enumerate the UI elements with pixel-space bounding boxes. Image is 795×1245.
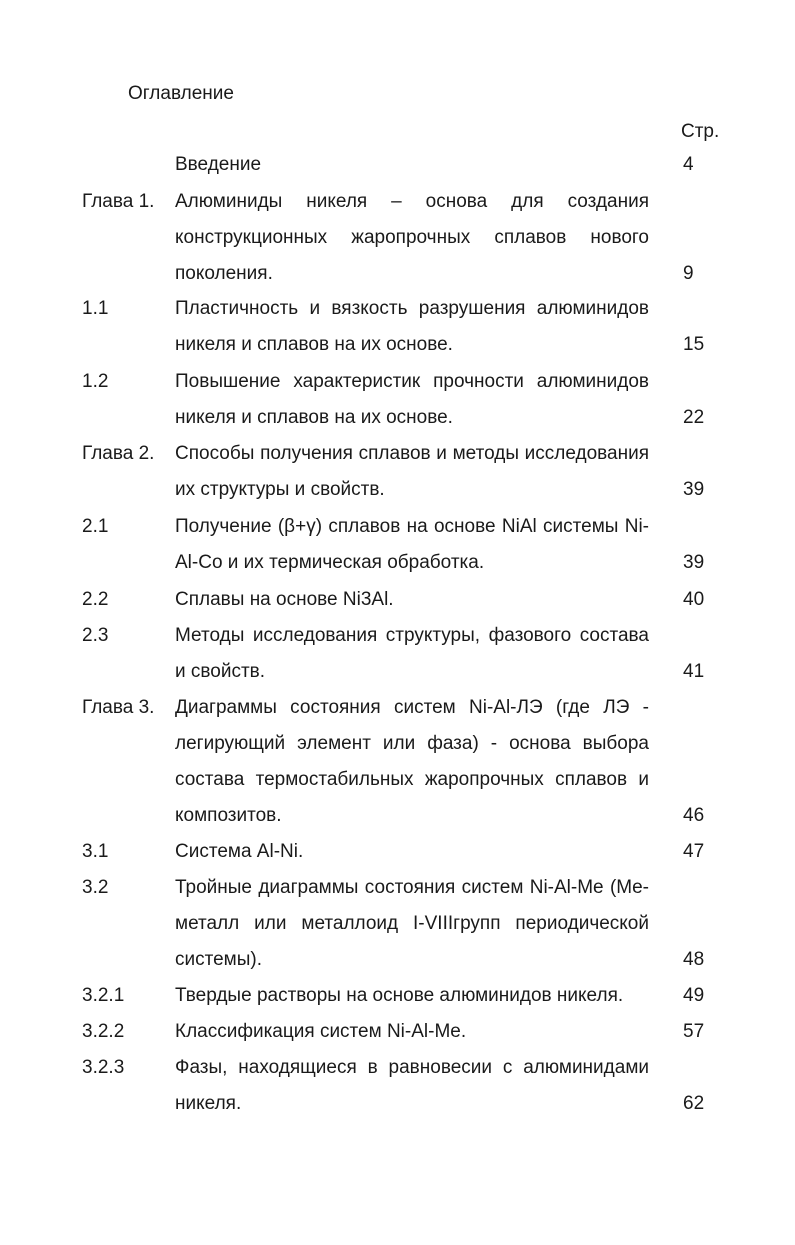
toc-entry-number: Глава 1. bbox=[82, 191, 155, 212]
toc-entry-title: Методы исследования структуры, фазового состава и свойств. bbox=[175, 625, 649, 682]
toc-entry-number: 1.2 bbox=[82, 371, 109, 392]
toc-entry-page: 4 bbox=[683, 154, 694, 175]
toc-entry-title: Способы получения сплавов и методы исследования их структуры и свойств. bbox=[175, 443, 649, 500]
toc-entry-number: 1.1 bbox=[82, 298, 109, 319]
toc-entry-title: Фазы, находящиеся в равновесии с алюминидами никеля. bbox=[175, 1057, 649, 1114]
toc-entry-title: Диаграммы состояния систем Ni-Al-ЛЭ (где ЛЭ - легирующий элемент или фаза) - основа выбора состава термостабильных жаропрочных сплавов и композитов. bbox=[175, 697, 649, 826]
toc-entry-number: 3.2.1 bbox=[82, 985, 125, 1006]
toc-entry-title: Твердые растворы на основе алюминидов никеля. bbox=[175, 985, 624, 1006]
toc-entry-page: 15 bbox=[683, 334, 705, 355]
toc-heading: Оглавление bbox=[128, 83, 234, 104]
toc-entry-page: 49 bbox=[683, 985, 705, 1006]
toc-entry-title: Алюминиды никеля – основа для создания конструкционных жаропрочных сплавов нового поколения. bbox=[175, 191, 649, 284]
toc-entry-number: 2.3 bbox=[82, 625, 109, 646]
toc-entry-number: 3.2.2 bbox=[82, 1021, 125, 1042]
toc-entry-page: 57 bbox=[683, 1021, 705, 1042]
page-column-label: Стр. bbox=[681, 121, 720, 142]
toc-entry-number: Глава 2. bbox=[82, 443, 155, 464]
toc-entry-number: 3.2 bbox=[82, 877, 109, 898]
toc-entry-page: 39 bbox=[683, 552, 705, 573]
toc-entry-page: 22 bbox=[683, 407, 705, 428]
toc-entry-title: Получение (β+γ) сплавов на основе NiAl системы Ni-Al-Co и их термическая обработка. bbox=[175, 516, 649, 573]
toc-entry-title: Сплавы на основе Ni3Al. bbox=[175, 589, 394, 610]
toc-entry-title: Классификация систем Ni-Al-Me. bbox=[175, 1021, 467, 1042]
toc-entry-number: 3.2.3 bbox=[82, 1057, 125, 1078]
toc-entry-number: 2.2 bbox=[82, 589, 109, 610]
toc-entry-title: Тройные диаграммы состояния систем Ni-Al-Me (Me-металл или металлоид I-VIIIгрупп периодической системы). bbox=[175, 877, 649, 970]
toc-entry-page: 46 bbox=[683, 805, 705, 826]
toc-entry-title: Система Al-Ni. bbox=[175, 841, 304, 862]
toc-entry-page: 39 bbox=[683, 479, 705, 500]
toc-entry-page: 47 bbox=[683, 841, 705, 862]
toc-entry-number: 3.1 bbox=[82, 841, 109, 862]
toc-entry-page: 62 bbox=[683, 1093, 705, 1114]
toc-entry-page: 41 bbox=[683, 661, 705, 682]
toc-entry-title: Пластичность и вязкость разрушения алюминидов никеля и сплавов на их основе. bbox=[175, 298, 649, 355]
toc-entry-number: Глава 3. bbox=[82, 697, 155, 718]
toc-entry-title: Введение bbox=[175, 154, 262, 175]
toc-entry-page: 48 bbox=[683, 949, 705, 970]
toc-entry-number: 2.1 bbox=[82, 516, 109, 537]
toc-entry-title: Повышение характеристик прочности алюминидов никеля и сплавов на их основе. bbox=[175, 371, 649, 428]
toc-entry-page: 40 bbox=[683, 589, 705, 610]
toc-entry-page: 9 bbox=[683, 263, 694, 284]
